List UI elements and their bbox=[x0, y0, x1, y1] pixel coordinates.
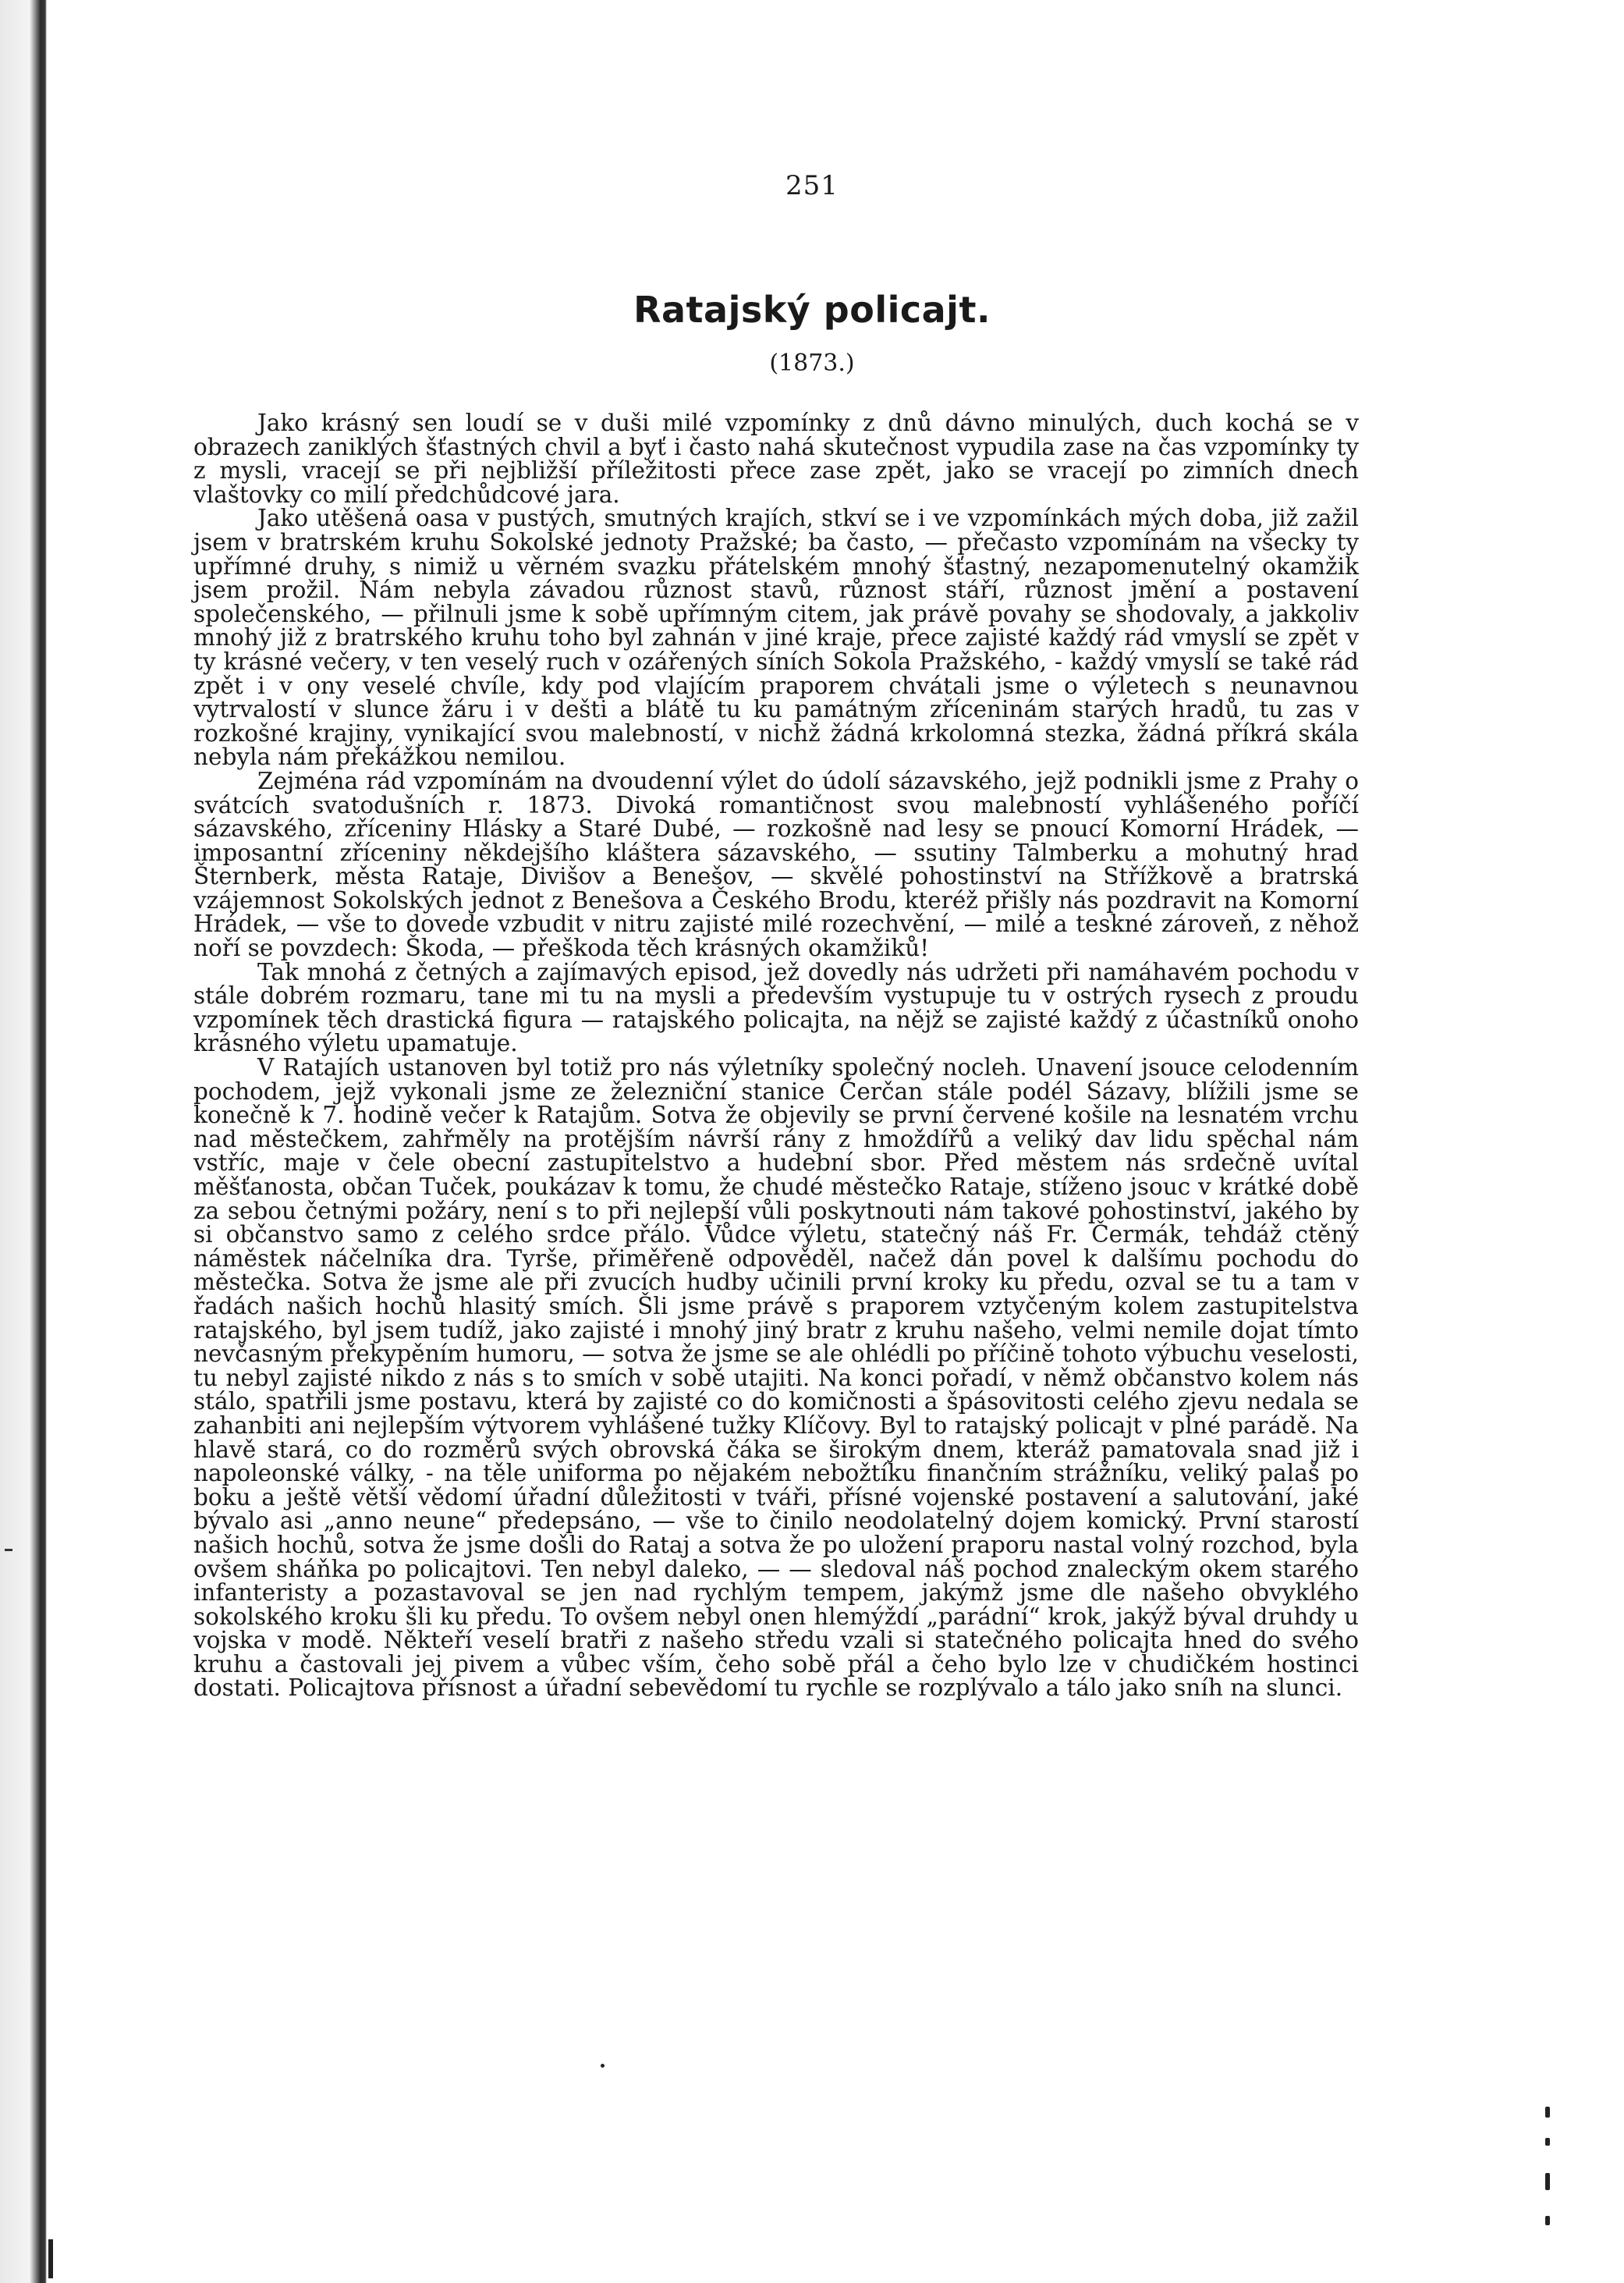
margin-mark bbox=[5, 1549, 12, 1551]
page-number: 251 bbox=[785, 170, 839, 201]
paragraph: Jako utěšená oasa v pustých, smutných krajích, stkví se i ve vzpomínkách mých doba, již zažil jsem v bratrském kruhu Sokolské jednoty Pražské; ba často, — přečasto vzpomínám na všecky ty upřímné druhy, s nimiž u věrném svazku přátelském mnohý šťastný, nezapomenutelný okamžik jsem prožil. Nám nebyla závadou různost stavů, různost stáří, různost jmění a postavení společenského, — přilnuli jsme k sobě upřímným citem, jak právě povahy se shodovaly, a jakkoliv mnohý již z bratrského kruhu toho byl zahnán v jiné kraje, přece zajisté každý rád vmyslí se zpět v ty krásné večery, v ten veselý ruch v ozářených síních Sokola Pražského, - každý vmyslí se také rád zpět i v ony veselé chvíle, kdy pod vlajícím praporem chvátali jsme o výletech s neunavnou vytrvalostí v slunce žáru i v dešti a blátě tu ku památným zříceninám starých hradů, tu zas v rozkošné krajiny, vynikající svou malebností, v nichž žádná krkolomná stezka, žádná příkrá skála nebyla nám překážkou nemilou. bbox=[193, 505, 1359, 771]
paragraph: V Ratajích ustanoven byl totiž pro nás výletníky společný nocleh. Unavení jsouce celodenním pochodem, jejž vykonali jsme ze železniční stanice Čerčan stále podél Sázavy, blížili jsme se konečně k 7. hodině večer k Ratajům. Sotva že objevily se první červené košile na lesnatém vrchu nad městečkem, zahřměly na protějším návrší rány z hmoždířů a veliký dav lidu spěchal nám vstříc, maje v čele obecní zastupitelstvo a hudební sbor. Před městem nás srdečně uvítal měšťanosta, občan Tuček, poukázav k tomu, že chudé městečko Rataje, stíženo jsouc v krátké době za sebou četnými požáry, není s to při nejlepší vůli poskytnouti nám takové pohostinství, jakého by si občanstvo samo z celého srdce přálo. Vůdce výletu, statečný náš Fr. Čermák, tehdáž ctěný náměstek náčelníka dra. Tyrše, přiměřeně odpověděl, načež dán povel k dalšímu pochodu do městečka. Sotva že jsme ale při zvucích hudby učinili první kroky ku předu, ozval se tu a tam v řadách našich hochů hlasitý smích. Šli jsme právě s praporem vztyčeným kolem zastupitelstva ratajského, byl jsem tudíž, jako zajisté i mnohý jiný bratr z kruhu našeho, velmi nemile dojat tímto nevčasným překypěním humoru, — sotva že jsme se ale ohlédli po příčině tohoto výbuchu veselosti, tu nebyl zajisté nikdo z nás s to smích v sobě utajiti. Na konci pořadí, v němž občanstvo kolem nás stálo, spatřili jsme postavu, která by zajisté co do komičnosti a špásovitosti celého zjevu nedala se zahanbiti ani nejlepším výtvorem vyhlášené tužky Klíčovy. Byl to ratajský policajt v plné parádě. Na hlavě stará, co do rozměrů svých obrovská čáka se širokým dnem, kteráž pamatovala snad již i napoleonské války, - na těle uniforma po nějakém nebožtíku finančním strážníku, veliký palaš po boku a ještě větší vědomí úřadní důležitosti v tváři, přísné vojenské postavení a salutování, jaké bývalo asi „anno neune“ předepsáno, — vše to činilo neodolatelný dojem komický. První starostí našich hochů, sotva že jsme došli do Rataj a sotva že po uložení praporu nastal volný rozchod, byla ovšem sháňka po policajtovi. Ten nebyl daleko, — — sledoval náš pochod znaleckým okem starého infanteristy a pozastavoval se jen nad rychlým tempem, jakýmž jsme dle našeho obvyklého sokolského kroku šli ku předu. To ovšem nebyl onen hlemýždí „parádní“ krok, jakýž býval druhdy u vojska v modě. Někteří veselí bratři z našeho středu vzali si statečného policajta hned do svého kruhu a častovali jej pivem a vůbec vším, čeho sobě přál a čeho bylo lze v chudičkém hostinci dostati. Policajtova přísnost a úřadní sebevědomí tu rychle se rozplývalo a tálo jako sníh na slunci. bbox=[193, 1054, 1359, 1702]
chapter-title: Ratajský policajt. bbox=[633, 289, 991, 331]
paragraph: Zejména rád vzpomínám na dvoudenní výlet do údolí sázavského, jejž podnikli jsme z Prahy o svátcích svatodušních r. 1873. Divoká romantičnost svou malebností vyhlášeného poříčí sázavského, zříceniny Hlásky a Staré Dubé, — rozkošně nad lesy se pnoucí Komorní Hrádek, — imposantní zříceniny někdejšího kláštera sázavského, — ssutiny Talmberku a mohutný hrad Šternberk, města Rataje, Divišov a Benešov, — skvělé pohostinství na Střížkově a bratrská vzájemnost Sokolských jednot z Benešova a Českého Brodu, kteréž přišly nás pozdravit na Komorní Hrádek, — vše to dovede vzbudit v nitru zajisté milé rozechvění, — milé a teskné zároveň, z něhož noří se povzdech: Škoda, — přeškoda těch krásných okamžiků! bbox=[193, 767, 1359, 962]
page-binding-edge bbox=[0, 0, 47, 2283]
paragraph: Jako krásný sen loudí se v duši milé vzpomínky z dnů dávno minulých, duch kochá se v obrazech zaniklých šťastných chvil a byť i často nahá skutečnost vypudila zase na čas vzpomínky ty z mysli, vracejí se při nejbližší příležitosti přece zase zpět, jako se vracejí po zimních dnech vlaštovky co milí předchůdcové jara. bbox=[193, 410, 1359, 508]
article-body bbox=[193, 411, 1359, 1700]
ink-dot bbox=[601, 2064, 605, 2068]
scan-artifact-right bbox=[1545, 2107, 1550, 2278]
chapter-year: (1873.) bbox=[769, 350, 855, 377]
scan-artifact-left bbox=[48, 2239, 53, 2278]
paragraph: Tak mnohá z četných a zajímavých episod, jež dovedly nás udržeti při namáhavém pochodu v stále dobrém rozmaru, tane mi tu na mysli a především vystupuje tu v ostrých rysech z proudu vzpomínek těch drastická figura — ratajského policajta, na nějž se zajisté každý z účastníků onoho krásného výletu upamatuje. bbox=[193, 958, 1359, 1057]
